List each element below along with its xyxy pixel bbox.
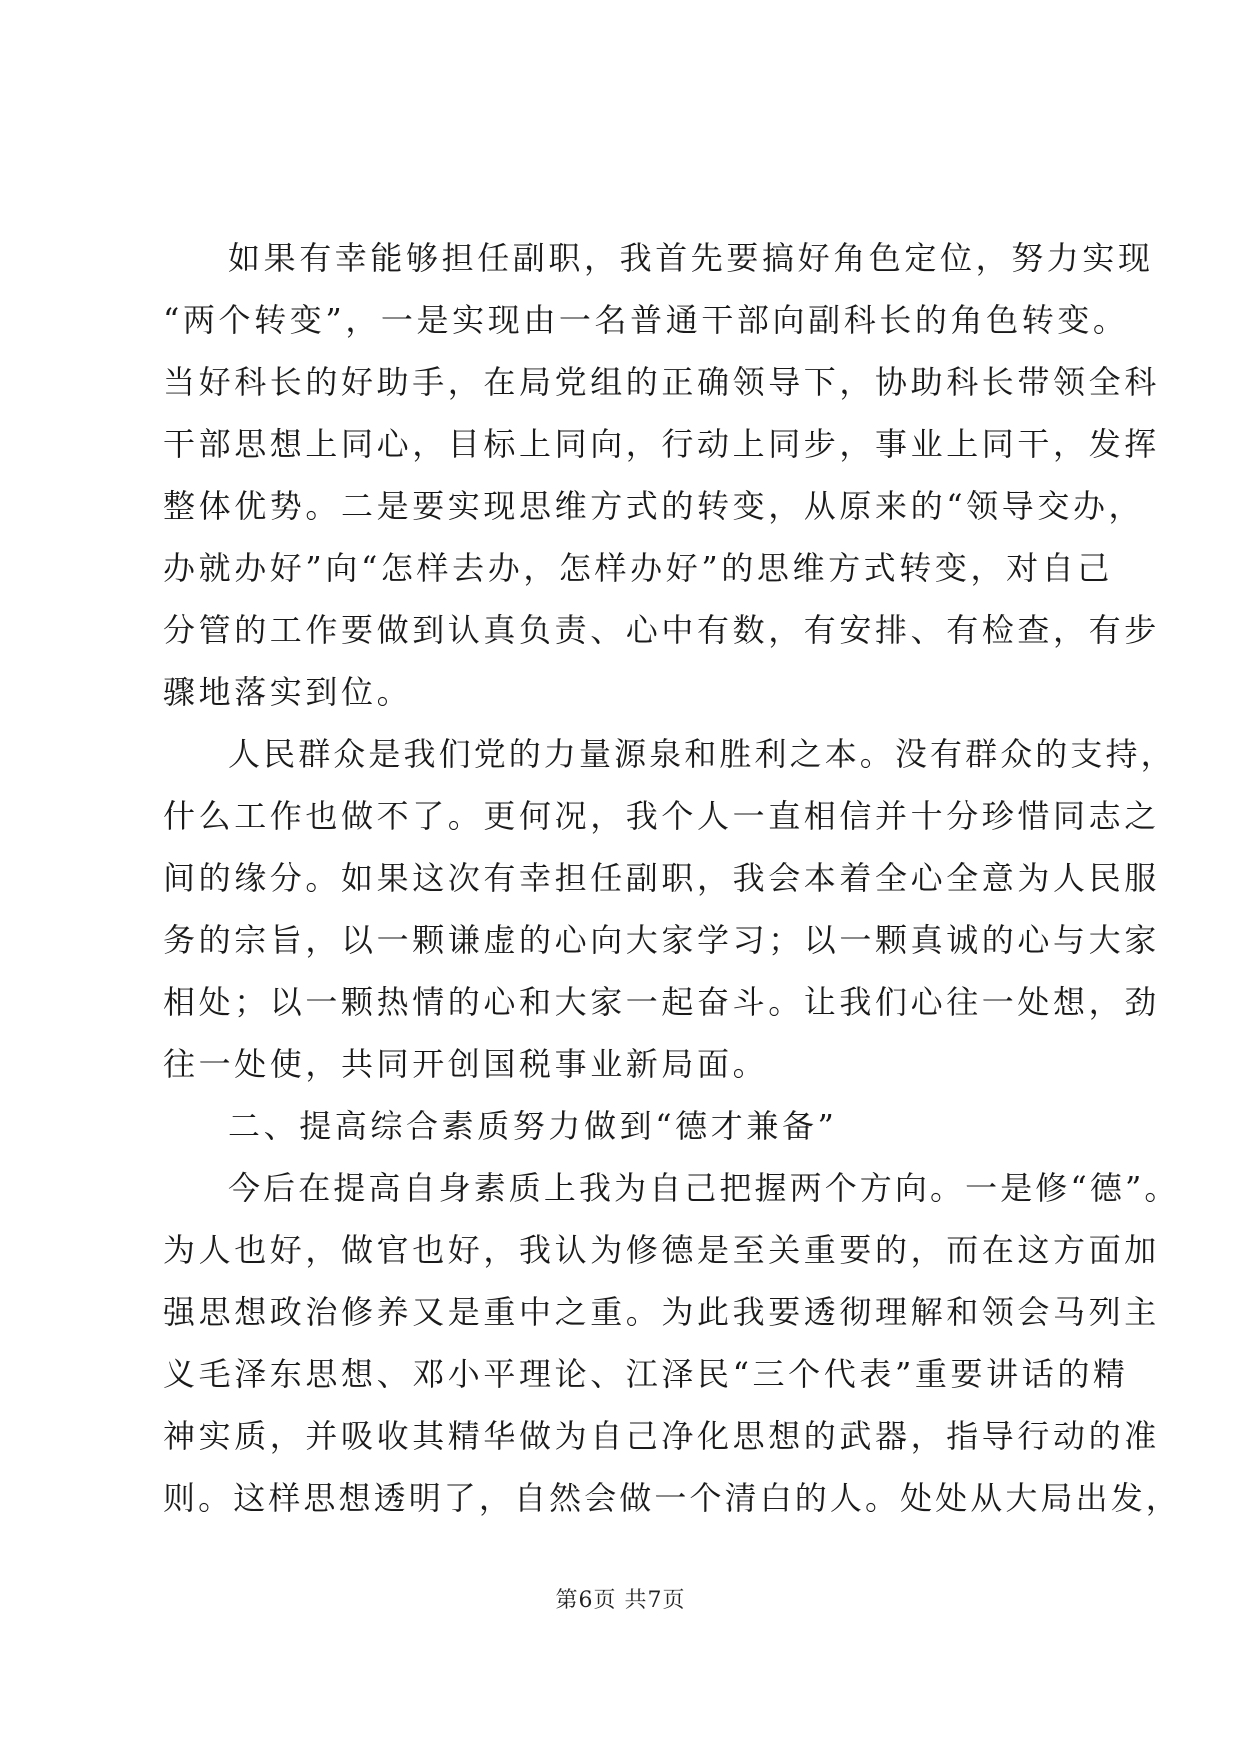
- page-number-footer: 第6页 共7页: [555, 1588, 686, 1613]
- text-line: 为人也好，做官也好，我认为修德是至关重要的，而在这方面加: [163, 1231, 1160, 1269]
- text-line: 干部思想上同心，目标上同向，行动上同步，事业上同干，发挥: [163, 425, 1160, 463]
- text-line: 整体优势。二是要实现思维方式的转变，从原来的“领导交办，: [163, 487, 1145, 525]
- text-line: 今后在提高自身素质上我为自己把握两个方向。一是修“德”。: [228, 1169, 1180, 1207]
- text-line: 神实质，并吸收其精华做为自己净化思想的武器，指导行动的准: [163, 1417, 1160, 1455]
- text-line: 如果有幸能够担任副职，我首先要搞好角色定位，努力实现: [228, 239, 1154, 277]
- text-line: 当好科长的好助手，在局党组的正确领导下，协助科长带领全科: [163, 363, 1160, 401]
- text-line: 什么工作也做不了。更何况，我个人一直相信并十分珍惜同志之: [163, 797, 1160, 835]
- section-heading: 二、提高综合素质努力做到“德才兼备”: [228, 1107, 838, 1145]
- text-line: “两个转变”，一是实现由一名普通干部向副科长的角色转变。: [163, 301, 1129, 339]
- text-line: 强思想政治修养又是重中之重。为此我要透彻理解和领会马列主: [163, 1293, 1160, 1331]
- text-line: 相处；以一颗热情的心和大家一起奋斗。让我们心往一处想，劲: [163, 983, 1160, 1021]
- text-line: 骤地落实到位。: [163, 673, 413, 711]
- text-line: 义毛泽东思想、邓小平理论、江泽民“三个代表”重要讲话的精: [163, 1355, 1129, 1393]
- text-line: 务的宗旨，以一颗谦虚的心向大家学习；以一颗真诚的心与大家: [163, 921, 1160, 959]
- text-line: 人民群众是我们党的力量源泉和胜利之本。没有群众的支持，: [228, 735, 1176, 773]
- text-line: 分管的工作要做到认真负责、心中有数，有安排、有检查，有步: [163, 611, 1160, 649]
- text-line: 往一处使，共同开创国税事业新局面。: [163, 1045, 769, 1083]
- text-line: 则。这样思想透明了，自然会做一个清白的人。处处从大局出发，: [163, 1479, 1181, 1517]
- text-line: 办就办好”向“怎样去办，怎样办好”的思维方式转变，对自己: [163, 549, 1113, 587]
- text-line: 间的缘分。如果这次有幸担任副职，我会本着全心全意为人民服: [163, 859, 1160, 897]
